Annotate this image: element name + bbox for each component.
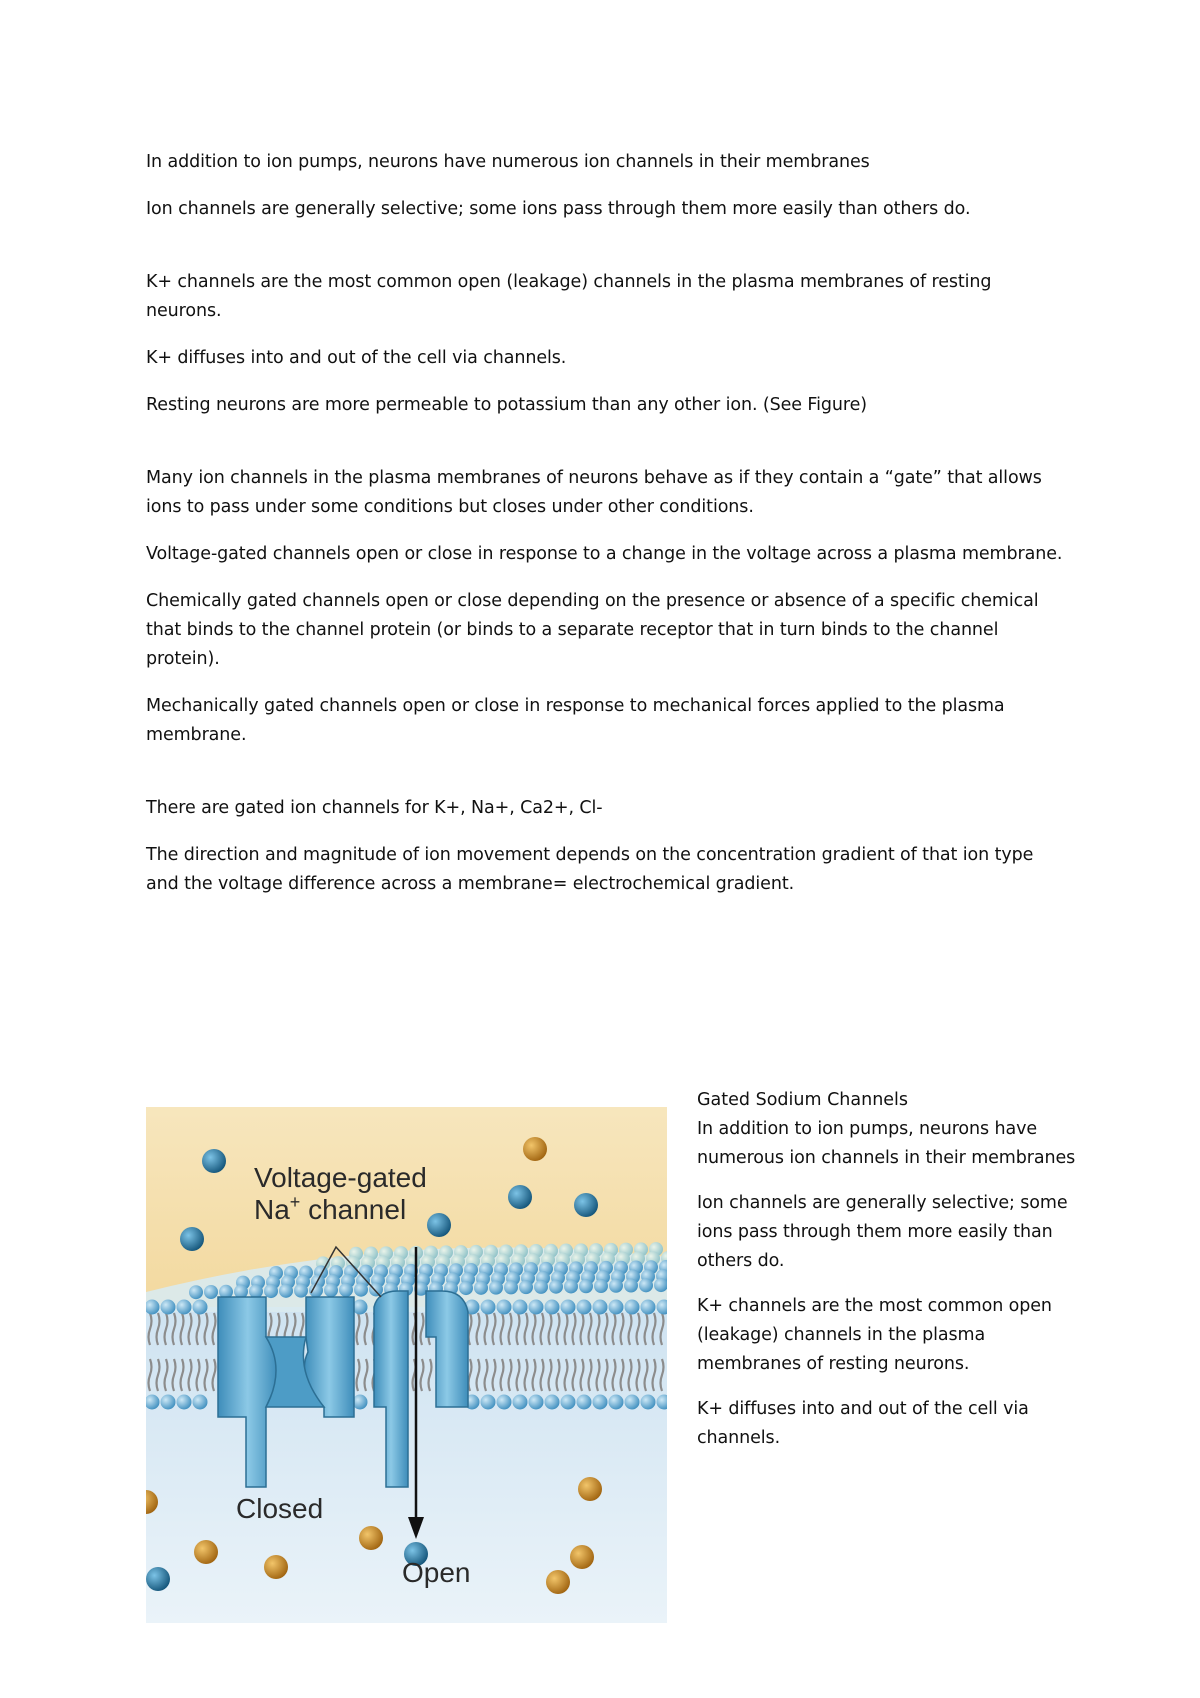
lipid-head: [549, 1280, 563, 1294]
lipid-head: [189, 1285, 203, 1299]
lipid-head: [545, 1395, 560, 1410]
figure-label-line1: Voltage-gated: [254, 1162, 427, 1193]
lipid-head: [497, 1300, 512, 1315]
lipid-head: [481, 1395, 496, 1410]
spacer: [146, 768, 1066, 794]
lipid-head: [545, 1300, 560, 1315]
lipid-head: [641, 1300, 656, 1315]
sodium-ion: [508, 1185, 532, 1209]
figure-label-line2: Na+ channel: [254, 1192, 407, 1225]
lipid-head: [579, 1279, 593, 1293]
lipid-head: [513, 1300, 528, 1315]
lipid-head: [324, 1283, 338, 1297]
lipid-head: [577, 1300, 592, 1315]
paragraph: K+ channels are the most common open (leakage) channels in the plasma membranes of resting neurons.: [146, 272, 992, 321]
lipid-head: [504, 1280, 518, 1294]
sodium-ion: [180, 1227, 204, 1251]
lipid-head: [474, 1281, 488, 1295]
lipid-head: [593, 1395, 608, 1410]
lipid-head: [177, 1300, 192, 1315]
lipid-head: [529, 1300, 544, 1315]
lipid-head: [577, 1395, 592, 1410]
side-paragraph: In addition to ion pumps, neurons have numerous ion channels in their membranes: [697, 1119, 1076, 1168]
lipid-head: [161, 1395, 176, 1410]
lipid-head: [339, 1283, 353, 1297]
paragraph: K+ diffuses into and out of the cell via channels.: [146, 348, 567, 368]
paragraph: There are gated ion channels for K+, Na+, Ca2+, Cl-: [146, 798, 603, 818]
lipid-head: [519, 1280, 533, 1294]
sodium-ion: [146, 1567, 170, 1591]
lipid-head: [594, 1279, 608, 1293]
other-ion: [523, 1137, 547, 1161]
sodium-channel-figure: [146, 1107, 667, 1623]
side-heading: Gated Sodium Channels: [697, 1090, 909, 1110]
closed-label: Closed: [236, 1493, 324, 1524]
other-ion: [194, 1540, 218, 1564]
lipid-head: [481, 1300, 496, 1315]
side-column: [697, 1086, 1077, 1469]
lipid-head: [529, 1395, 544, 1410]
paragraph: Chemically gated channels open or close depending on the presence or absence of a specific chemical that binds to the channel protein (or binds to a separate receptor that in turn binds to the channel protein).: [146, 591, 1039, 669]
paragraph: Resting neurons are more permeable to potassium than any other ion. (See Figure): [146, 395, 867, 415]
lipid-head: [513, 1395, 528, 1410]
lipid-head: [354, 1283, 368, 1297]
spacer: [146, 242, 1066, 268]
lipid-head: [534, 1280, 548, 1294]
lipid-head: [624, 1279, 638, 1293]
lipid-head: [561, 1395, 576, 1410]
lipid-head: [609, 1279, 623, 1293]
lipid-head: [161, 1300, 176, 1315]
membrane-illustration: [146, 1107, 667, 1623]
lipid-head: [249, 1284, 263, 1298]
other-ion: [578, 1477, 602, 1501]
paragraph: The direction and magnitude of ion movement depends on the concentration gradient of that ion type and the voltage difference across a membrane= electrochemical gradient.: [146, 845, 1034, 894]
lipid-head: [609, 1300, 624, 1315]
paragraph: Ion channels are generally selective; some ions pass through them more easily than others do.: [146, 199, 971, 219]
lipid-head: [294, 1284, 308, 1298]
spacer: [146, 438, 1066, 464]
lipid-head: [609, 1395, 624, 1410]
other-ion: [546, 1570, 570, 1594]
lipid-head: [279, 1284, 293, 1298]
lipid-head: [369, 1282, 383, 1296]
lipid-head: [564, 1279, 578, 1293]
lipid-head: [593, 1300, 608, 1315]
lipid-head: [625, 1395, 640, 1410]
lipid-head: [177, 1395, 192, 1410]
paragraph: Many ion channels in the plasma membranes of neurons behave as if they contain a “gate” that allows ions to pass under some conditions but closes under other conditions.: [146, 468, 1042, 517]
lipid-head: [641, 1395, 656, 1410]
open-label: Open: [402, 1557, 471, 1588]
other-ion: [359, 1526, 383, 1550]
paragraph: In addition to ion pumps, neurons have numerous ion channels in their membranes: [146, 152, 870, 172]
lipid-head: [489, 1281, 503, 1295]
paragraph: Mechanically gated channels open or close in response to mechanical forces applied to the plasma membrane.: [146, 696, 1005, 745]
other-ion: [570, 1545, 594, 1569]
side-paragraph: K+ channels are the most common open (leakage) channels in the plasma membranes of resting neurons.: [697, 1296, 1052, 1374]
lipid-head: [193, 1300, 208, 1315]
lipid-head: [193, 1395, 208, 1410]
sodium-ion: [427, 1213, 451, 1237]
sodium-ion: [202, 1149, 226, 1173]
other-ion: [264, 1555, 288, 1579]
lipid-head: [561, 1300, 576, 1315]
paragraph: Voltage-gated channels open or close in response to a change in the voltage across a plasma membrane.: [146, 544, 1063, 564]
lipid-head: [497, 1395, 512, 1410]
lipid-head: [625, 1300, 640, 1315]
sodium-ion: [574, 1193, 598, 1217]
main-text: [146, 148, 1066, 917]
lipid-head: [639, 1278, 653, 1292]
lipid-head: [459, 1281, 473, 1295]
lipid-head: [204, 1285, 218, 1299]
side-paragraph: Ion channels are generally selective; some ions pass through them more easily than others do.: [697, 1193, 1068, 1271]
lipid-head: [309, 1283, 323, 1297]
side-paragraph: K+ diffuses into and out of the cell via channels.: [697, 1399, 1029, 1448]
lipid-head: [264, 1284, 278, 1298]
